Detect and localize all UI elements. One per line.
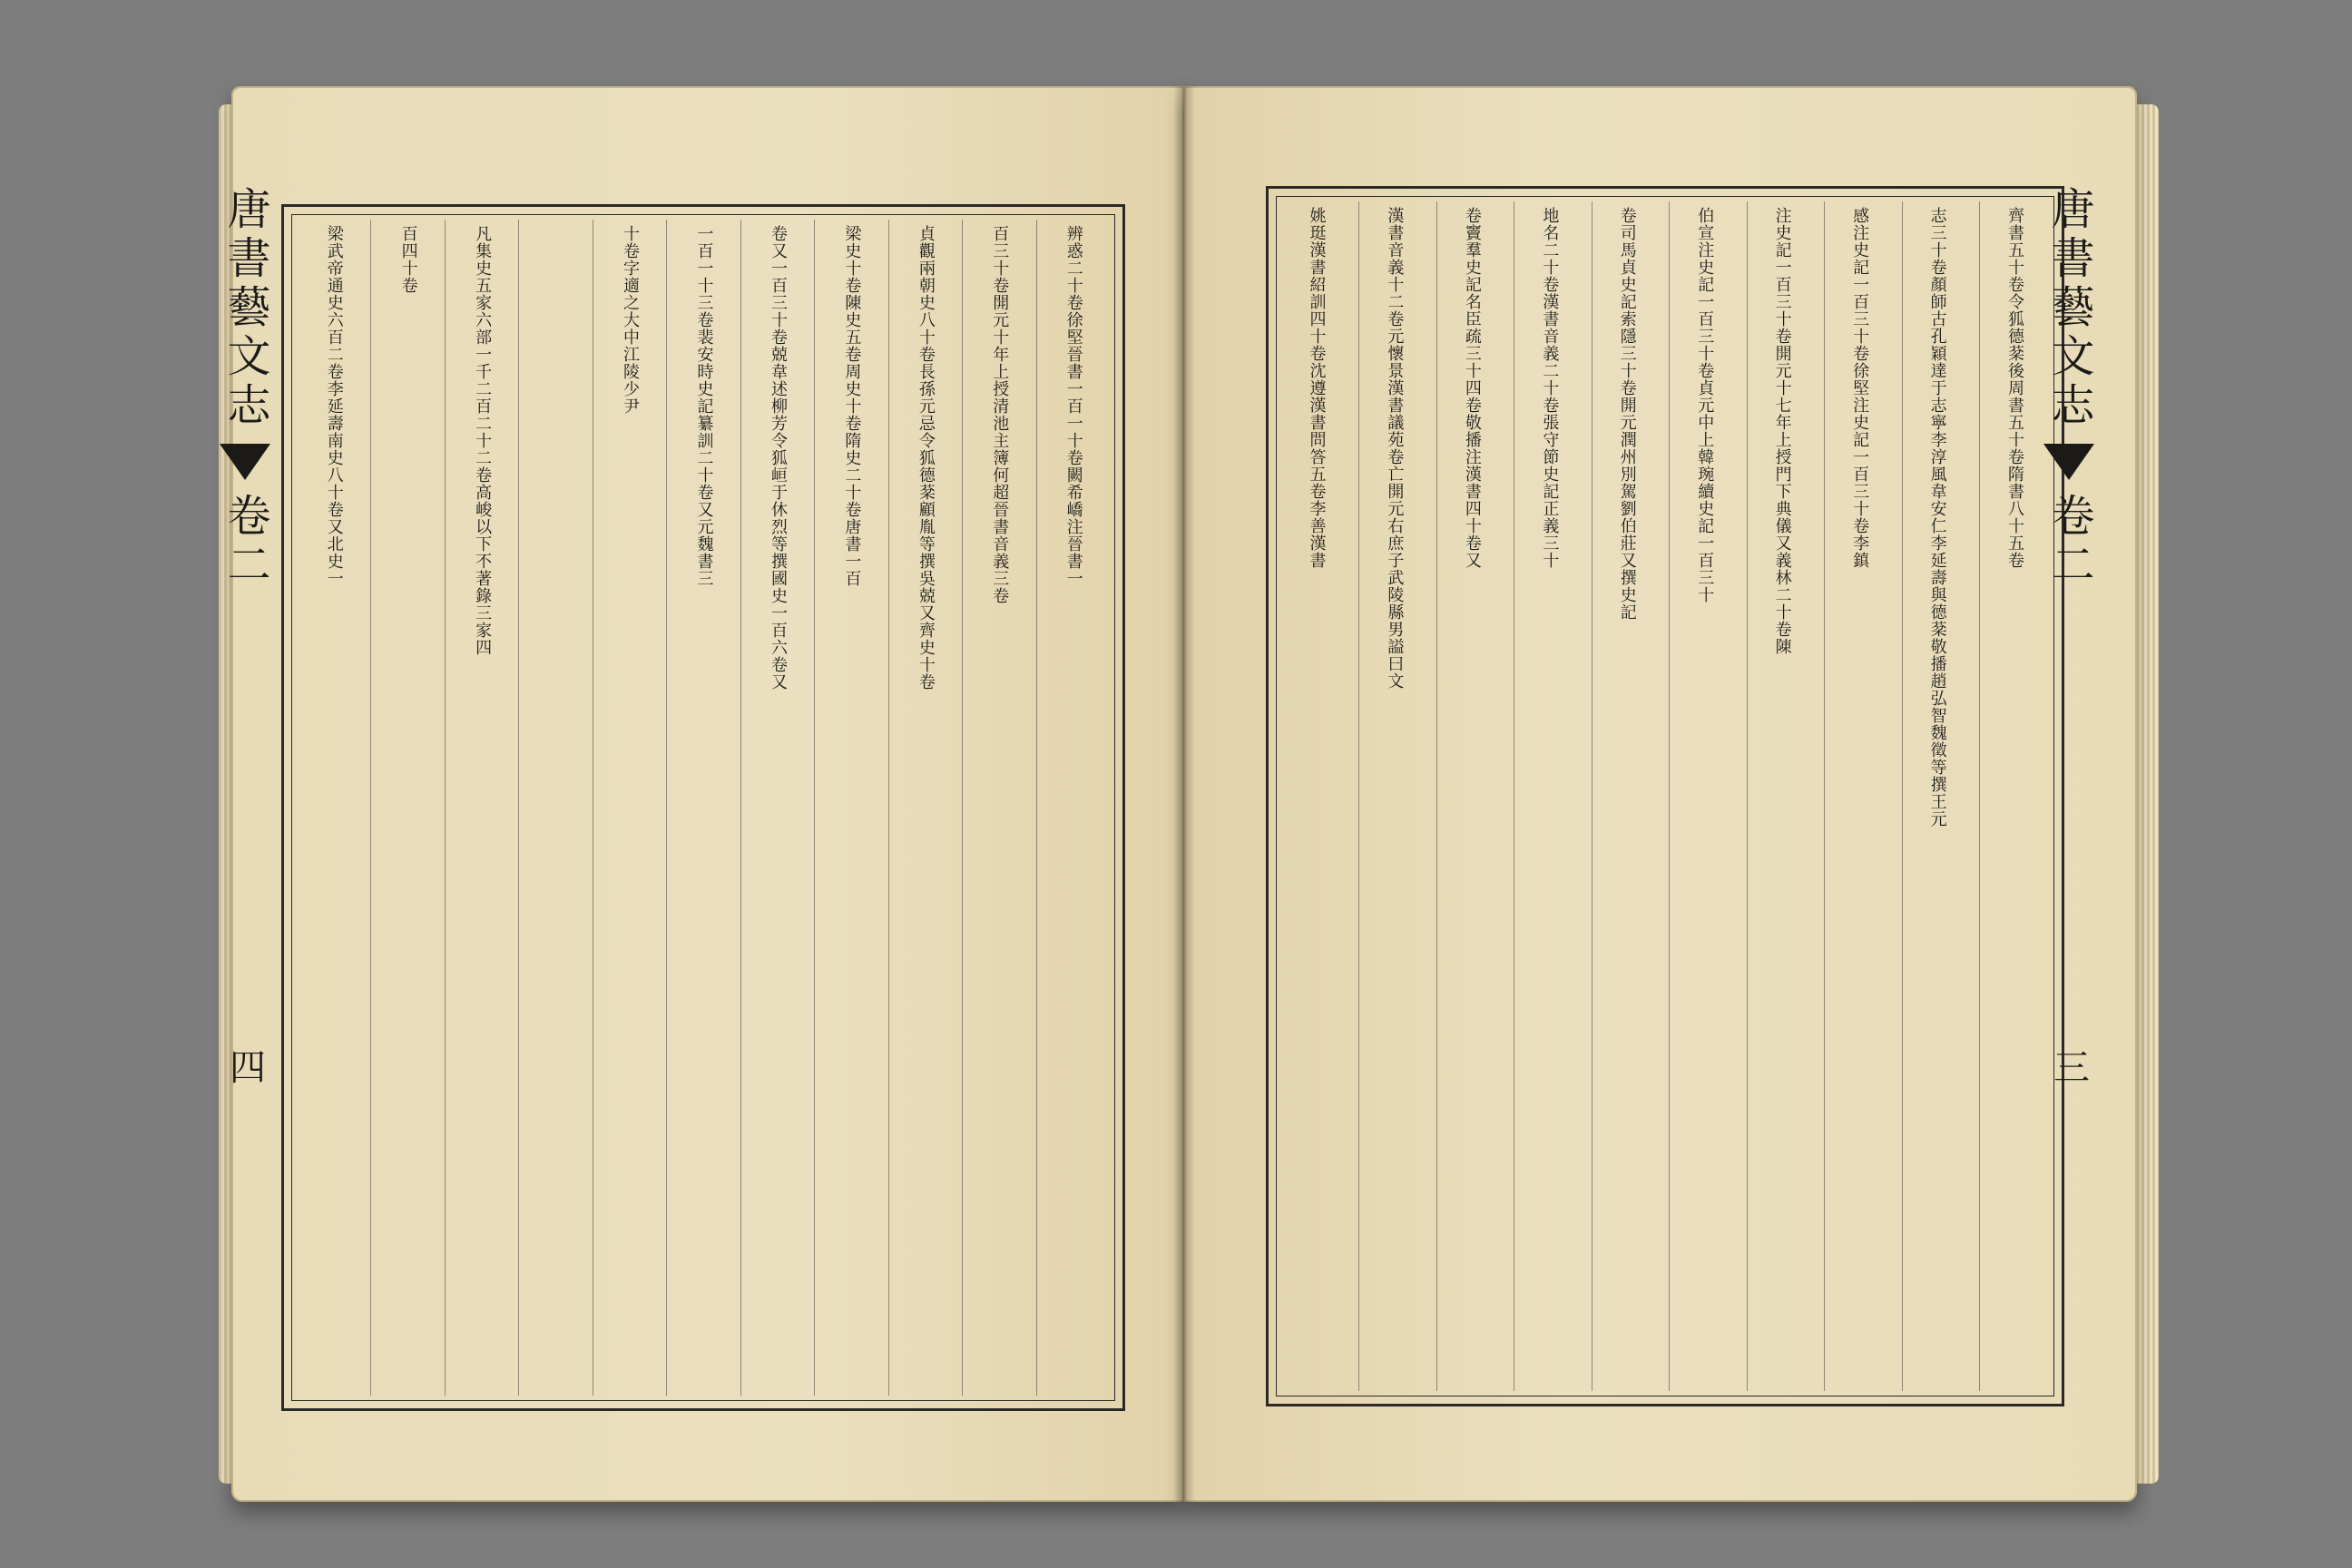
- column-text: 志三十卷顏師古孔穎達于志寧李淳風韋安仁李延壽與德棻敬播趙弘智魏徵等撰王元: [1927, 207, 1947, 828]
- text-column: [1281, 201, 1351, 1391]
- left-fore-edge-volume: 卷二: [220, 493, 270, 591]
- text-column: [518, 220, 592, 1396]
- column-text: 梁武帝通史六百二卷李延壽南史八十卷又北史一: [324, 225, 344, 587]
- text-column: [445, 220, 518, 1396]
- text-column: [297, 220, 370, 1396]
- column-text: 齊書五十卷令狐德棻後周書五十卷隋書八十五卷: [2005, 207, 2025, 569]
- text-column: [1979, 201, 2049, 1391]
- text-column: [1358, 201, 1428, 1391]
- text-column: [814, 220, 887, 1396]
- left-columns: [297, 220, 1110, 1396]
- column-text: 貞觀兩朝史八十卷長孫元忌令狐德棻顧胤等撰吳兢又齊史十卷: [916, 225, 936, 691]
- text-column: [1592, 201, 1661, 1391]
- book-gutter: [1173, 86, 1195, 1502]
- text-column: [1902, 201, 1972, 1391]
- text-column: [740, 220, 814, 1396]
- text-column: [666, 220, 740, 1396]
- text-column: [1669, 201, 1739, 1391]
- column-text: 伯宣注史記一百三十卷貞元中上韓琬續史記一百三十: [1695, 207, 1715, 603]
- column-text: 卷司馬貞史記索隱三十卷開元潤州別駕劉伯莊又撰史記: [1617, 207, 1637, 621]
- left-page-number: 四: [223, 1048, 266, 1084]
- column-text: 漢書音義十二卷元懷景漢書議苑卷亡開元右庶子武陵縣男謚曰文: [1385, 207, 1405, 690]
- column-text: 姚珽漢書紹訓四十卷沈遵漢書問答五卷李善漢書: [1307, 207, 1327, 569]
- column-text: 地名二十卷漢書音義二十卷張守節史記正義三十: [1540, 207, 1560, 569]
- column-text: 梁史十卷陳史五卷周史十卷隋史二十卷唐書一百: [842, 225, 862, 587]
- left-page: [231, 86, 1184, 1502]
- right-text-frame: [1266, 186, 2064, 1406]
- column-text: 注史記一百三十卷開元十七年上授門下典儀又義林二十卷陳: [1772, 207, 1792, 655]
- column-text: 凡集史五家六部一千二百二十二卷高峻以下不著錄三家四: [473, 225, 493, 656]
- left-fore-edge-label: [218, 186, 272, 1411]
- open-book: [220, 86, 2137, 1502]
- column-text: 百四十卷: [398, 225, 418, 294]
- column-text: 一百一十三卷裴安時史記纂訓二十卷又元魏書三: [694, 225, 714, 587]
- column-text: 十卷字適之大中江陵少尹: [621, 225, 641, 415]
- text-column: [962, 220, 1035, 1396]
- right-fore-edge-volume: 卷二: [2043, 493, 2094, 591]
- text-column: [593, 220, 666, 1396]
- column-text: 感注史記一百三十卷徐堅注史記一百三十卷李鎮: [1850, 207, 1870, 569]
- column-text: 卷竇羣史記名臣疏三十四卷敬播注漢書四十卷又: [1462, 207, 1482, 569]
- column-text: 卷又一百三十卷兢韋述柳芳令狐峘于休烈等撰國史一百六卷又: [768, 225, 788, 691]
- text-column: [1514, 201, 1583, 1391]
- text-column: [1036, 220, 1110, 1396]
- column-text: 百三十卷開元十年上授清池主簿何超晉書音義三卷: [990, 225, 1010, 604]
- text-column: [1747, 201, 1817, 1391]
- right-page-number: 三: [2047, 1048, 2090, 1084]
- text-column: [370, 220, 444, 1396]
- fish-tail-mark: [220, 444, 270, 480]
- text-column: [888, 220, 962, 1396]
- left-text-frame: [281, 204, 1125, 1411]
- right-fore-edge-title: 唐書藝文志: [2043, 186, 2094, 431]
- fish-tail-mark: [2043, 444, 2094, 480]
- text-column: [1824, 201, 1894, 1391]
- right-fore-edge-label: [2042, 186, 2096, 1411]
- left-fore-edge-title: 唐書藝文志: [220, 186, 270, 431]
- right-columns: [1281, 201, 2049, 1391]
- text-column: [1436, 201, 1506, 1391]
- column-text: 辨惑二十卷徐堅晉書一百一十卷闕希嶠注晉書一: [1063, 225, 1083, 587]
